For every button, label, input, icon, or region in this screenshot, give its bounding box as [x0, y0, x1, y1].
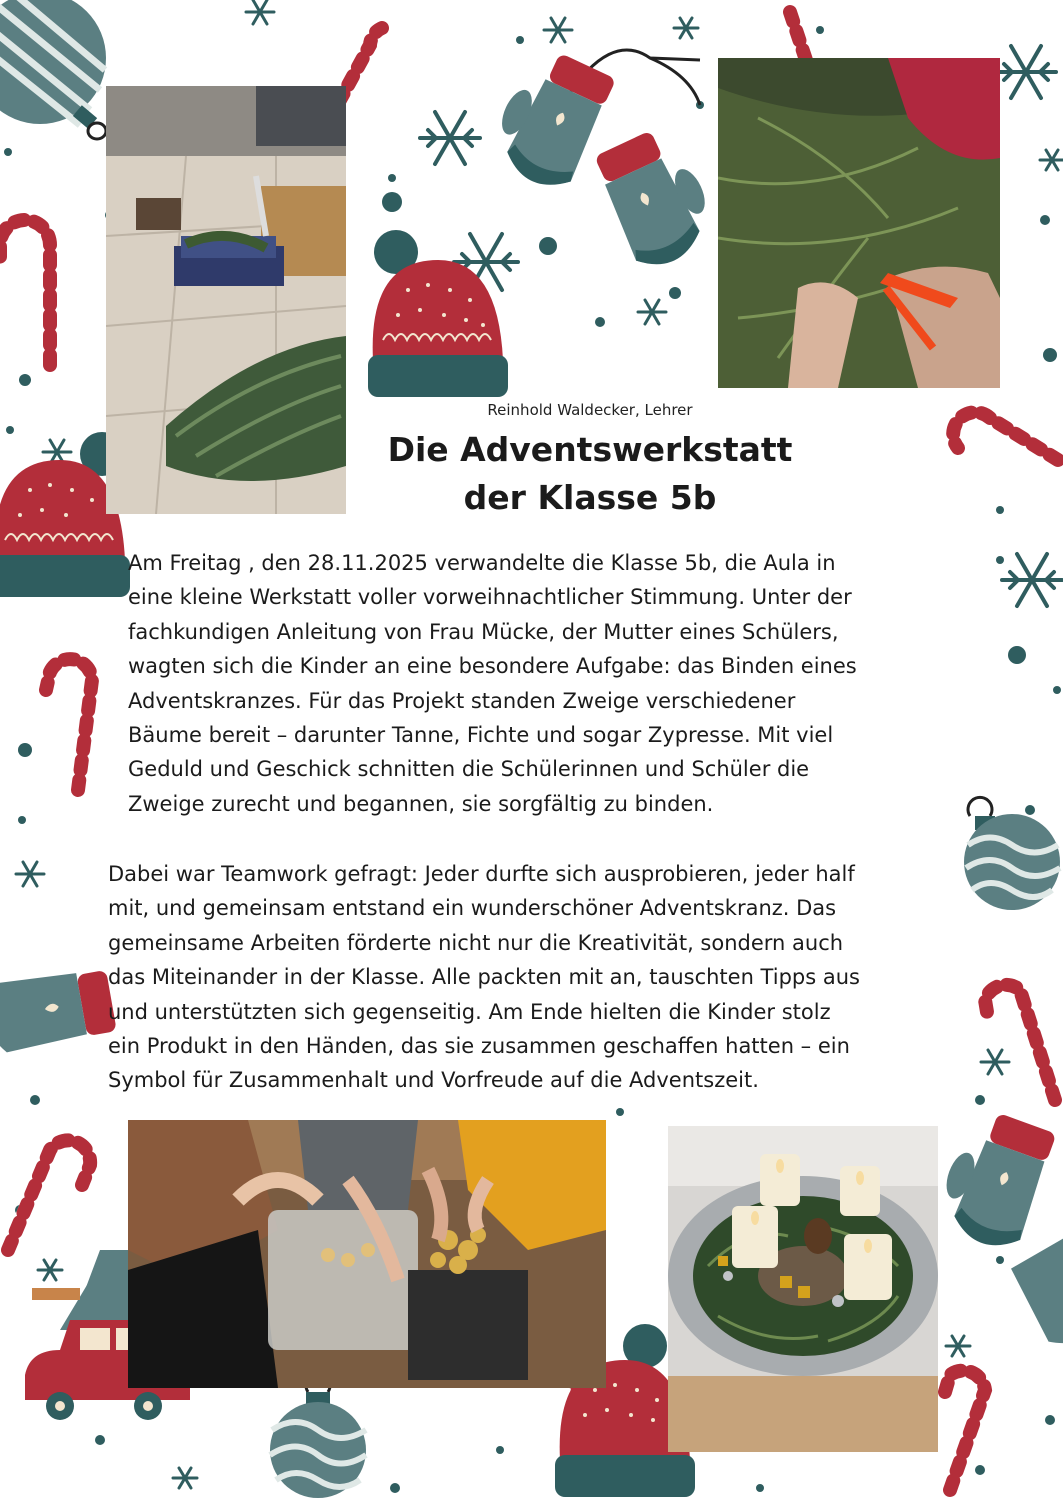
paragraph-line: eine kleine Werkstatt voller vorweihnachtlicher Stimmung. Unter der: [128, 585, 852, 610]
photo-cutting-branches: [718, 58, 1000, 388]
paragraph-line: und unterstützten sich gegenseitig. Am Ende hielten die Kinder stolz: [108, 999, 831, 1024]
candy-cane-icon: [46, 659, 92, 790]
article-title-line: der Klasse 5b: [463, 478, 717, 517]
paragraph-line: Geduld und Geschick schnitten die Schülerinnen und Schüler die: [128, 757, 810, 782]
paragraph-line: wagten sich die Kinder an eine besondere Aufgabe: das Binden eines: [128, 654, 857, 679]
bobble-hat-icon: [368, 230, 508, 397]
candy-cane-icon: [953, 412, 1058, 460]
paragraph-line: Symbol für Zusammenhalt und Vorfreude auf die Adventszeit.: [108, 1068, 759, 1093]
paragraph-line: fachkundigen Anleitung von Frau Mücke, der Mutter eines Schülers,: [128, 619, 839, 644]
candy-cane-icon: [790, 12, 806, 60]
mitten-icon: [0, 964, 117, 1055]
article-paragraph-1: [128, 546, 964, 821]
photo-aula-workstation: [106, 86, 346, 514]
ornament-ball-icon: [964, 797, 1060, 910]
paragraph-line: Am Freitag , den 28.11.2025 verwandelte die Klasse 5b, die Aula in: [128, 551, 836, 575]
paragraph-line: Zweige zurecht und begannen, sie sorgfältig zu binden.: [128, 791, 714, 816]
paragraph-line: Dabei war Teamwork gefragt: Jeder durfte sich ausprobieren, jeder half: [108, 862, 855, 886]
candy-cane-icon: [985, 985, 1055, 1100]
article-title-line: Die Adventswerkstatt: [387, 430, 793, 469]
mitten-icon: [1008, 1236, 1063, 1355]
paragraph-line: Adventskranzes. Für das Projekt standen Zweige verschiedener: [128, 688, 796, 713]
mitten-icon: [482, 42, 618, 196]
ornament-ball-icon: [0, 0, 106, 139]
paragraph-line: Bäume bereit – darunter Tanne, Fichte und sogar Zypresse. Mit viel: [128, 723, 834, 748]
mitten-icon: [589, 121, 725, 275]
photo-finished-advent-wreath: [668, 1126, 938, 1452]
paragraph-line: mit, und gemeinsam entstand ein wunderschöner Adventskranz. Das: [108, 896, 837, 921]
paragraph-line: gemeinsame Arbeiten förderte nicht nur die Kreativität, sondern auch: [108, 930, 844, 955]
ornament-ball-icon: [270, 1373, 366, 1498]
paragraph-line: ein Produkt in den Händen, das sie zusammen geschaffen hatten – ein: [108, 1034, 850, 1059]
photo-decoration-materials: [128, 1120, 606, 1388]
article-author: Reinhold Waldecker, Lehrer: [487, 401, 693, 419]
mitten-icon: [930, 1104, 1058, 1255]
article-paragraph-2: [108, 857, 960, 1098]
candy-cane-icon: [0, 220, 50, 365]
candy-cane-icon: [8, 1140, 90, 1250]
paragraph-line: das Miteinander in der Klasse. Alle packten mit an, tauschten Tipps aus: [108, 965, 860, 990]
article-title: [360, 426, 820, 522]
